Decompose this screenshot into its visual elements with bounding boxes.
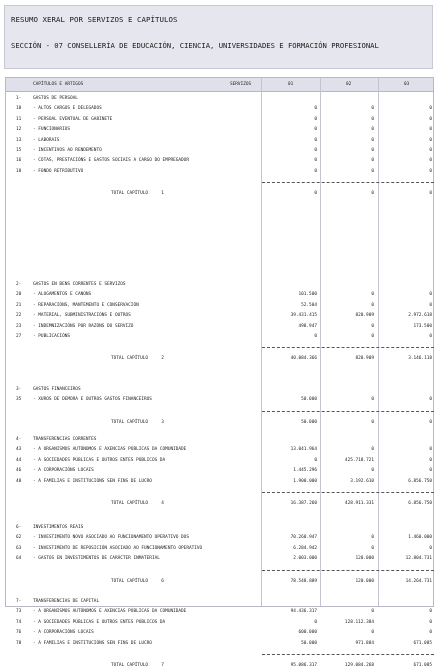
article-description: - MATERIAL, SUBMINISTRACIÓNS E OUTROS: [33, 313, 131, 319]
article-code: 12: [16, 127, 22, 133]
value-service-02: 425.718.721: [344, 457, 374, 463]
value-service-02: 0: [371, 302, 374, 308]
article-code: 15: [16, 148, 22, 153]
article-code: 23: [16, 323, 22, 329]
total-service-02: 820.909: [355, 356, 374, 362]
table-row: [6, 136, 433, 146]
chapter-heading-row: [6, 435, 433, 445]
value-service-01: 0: [314, 116, 317, 122]
total-service-01: 0: [314, 191, 317, 197]
value-service-02: 3.192.610: [350, 478, 374, 484]
value-service-03: 0: [429, 619, 432, 625]
total-service-03: 0: [429, 419, 432, 425]
article-description: - A FAMILIAS E INSTITUCIÓNS SEN FINS DE LUCRO: [33, 640, 152, 646]
table-row: [6, 167, 433, 177]
value-service-01: 0: [314, 457, 317, 463]
table-row: [6, 125, 433, 135]
table-row: [6, 395, 433, 405]
chapter-title: GASTOS FINANCEIROS: [33, 387, 81, 392]
article-description: - INCENTIVOS AO RENDEMENTO: [33, 148, 102, 153]
chapter-title: GASTOS EN BENS CORRENTES E SERVIZOS: [33, 282, 126, 287]
value-service-02: 0: [371, 630, 374, 636]
value-service-01: 6.284.942: [293, 545, 317, 551]
header-services: SERVIZOS: [230, 82, 252, 87]
value-service-01: 50.000: [301, 397, 317, 403]
document-title: RESUMO XERAL POR SERVIZOS E CAPÍTULOS: [11, 15, 178, 24]
value-service-01: 50.000: [301, 640, 317, 646]
article-code: 78: [16, 640, 22, 646]
article-code: 43: [16, 447, 22, 453]
value-service-01: 101.500: [298, 292, 317, 298]
article-description: - A ORGANISMOS AUTÓNOMOS E AXENCIAS PÚBLICAS DA COMUNIDADE: [33, 447, 187, 453]
article-code: 73: [16, 609, 22, 615]
value-service-01: 0: [314, 619, 317, 625]
chapter-code: 1-: [16, 96, 22, 101]
article-description: - PUBLICACIÓNS: [33, 334, 71, 339]
value-service-01: 39.431.415: [290, 313, 317, 319]
subtotal-rule: [262, 182, 434, 183]
table-row: [6, 544, 433, 554]
article-description: - GASTOS EN INVESTIMENTOS DE CARÁCTER INMATERIAL: [33, 556, 160, 562]
value-service-01: 1.900.000: [293, 478, 317, 484]
article-description: - A FAMILIAS E INSTITUCIÓNS SEN FINS DE LUCRO: [33, 478, 152, 484]
total-service-01: 40.084.366: [290, 356, 317, 362]
article-description: - PERSOAL EVENTUAL DE GABINETE: [33, 116, 113, 122]
chapter-total-label: TOTAL CAPÍTULO 3: [111, 419, 164, 425]
value-service-01: 0: [314, 137, 317, 143]
total-service-03: 6.856.750: [408, 501, 432, 506]
chapter-code: 3-: [16, 387, 22, 392]
value-service-01: 0: [314, 127, 317, 133]
value-service-01: 94.436.317: [290, 609, 317, 615]
article-description: - INVESTIMENTO DE REPOSICIÓN ASOCIADO AO FUNCIONAMENTO OPERATIVO: [33, 545, 203, 551]
table-row: [6, 104, 433, 114]
value-service-02: 128.112.384: [344, 619, 374, 625]
value-service-03: 0: [429, 468, 432, 474]
value-service-02: 820.909: [355, 313, 374, 319]
value-service-01: 498.947: [298, 323, 317, 329]
article-description: - INVESTIMENTO NOVO ASOCIADO AO FUNCIONAMENTO OPERATIVO DOS: [33, 535, 189, 541]
total-service-01: 16.387.260: [290, 501, 317, 506]
value-service-03: 0: [429, 545, 432, 551]
value-service-01: 0: [314, 148, 317, 153]
value-service-03: 0: [429, 609, 432, 615]
table-row: [6, 146, 433, 156]
chapter-total-row: [6, 354, 433, 364]
article-code: 46: [16, 468, 22, 474]
article-code: 64: [16, 556, 22, 562]
article-description: - A CORPORACIÓNS LOCAIS: [33, 630, 94, 636]
article-code: 16: [16, 158, 22, 164]
article-code: 20: [16, 292, 22, 298]
chapter-heading-row: [6, 94, 433, 104]
article-description: - FUNCIONARIOS: [33, 127, 71, 133]
total-service-03: 14.264.731: [405, 578, 432, 584]
value-service-03: 173.500: [413, 323, 432, 329]
chapter-code: 2-: [16, 282, 22, 287]
table-row: [6, 115, 433, 125]
article-description: - A SOCIEDADES PÚBLICAS E OUTROS ENTES PÚBLICOS DA: [33, 619, 166, 625]
subtotal-rule: [262, 570, 434, 571]
chapter-title: GASTOS DE PERSOAL: [33, 96, 78, 101]
value-service-03: 12.804.731: [405, 556, 432, 562]
value-service-01: 52.504: [301, 302, 317, 308]
value-service-02: 120.000: [355, 556, 374, 562]
value-service-03: 1.460.000: [408, 535, 432, 541]
article-code: 18: [16, 168, 22, 174]
chapter-total-label: TOTAL CAPÍTULO 2: [111, 356, 164, 362]
value-service-02: 0: [371, 397, 374, 403]
value-service-02: 0: [371, 609, 374, 615]
chapter-title: TRANSFERENCIAS CORRENTES: [33, 437, 97, 442]
value-service-03: 0: [429, 116, 432, 122]
value-service-03: 0: [429, 168, 432, 174]
table-row: [6, 533, 433, 543]
value-service-02: 0: [371, 535, 374, 541]
article-code: 63: [16, 545, 22, 551]
table-row: [6, 618, 433, 628]
value-service-02: 971.884: [355, 640, 374, 646]
chapter-total-label: TOTAL CAPÍTULO 7: [111, 663, 164, 668]
table-header-row: [6, 78, 433, 92]
chapter-title: INVESTIMENTOS REAIS: [33, 525, 84, 530]
chapter-total-label: TOTAL CAPÍTULO 6: [111, 578, 164, 584]
chapter-title: TRANSFERENCIAS DE CAPITAL: [33, 599, 100, 604]
table-row: [6, 456, 433, 466]
table-row: [6, 322, 433, 332]
value-service-03: 0: [429, 334, 432, 339]
value-service-02: 0: [371, 127, 374, 133]
chapter-total-label: TOTAL CAPÍTULO 4: [111, 501, 164, 506]
total-service-01: 95.086.317: [290, 663, 317, 668]
total-service-03: 3.146.118: [408, 356, 432, 362]
value-service-02: 0: [371, 292, 374, 298]
value-service-02: 0: [371, 334, 374, 339]
value-service-01: 0: [314, 168, 317, 174]
value-service-01: 0: [314, 334, 317, 339]
value-service-02: 0: [371, 468, 374, 474]
header-service-03: 03: [404, 82, 410, 87]
value-service-03: 671.085: [413, 640, 432, 646]
chapter-code: 4-: [16, 437, 22, 442]
article-code: 74: [16, 619, 22, 625]
article-code: 48: [16, 478, 22, 484]
table-row: [6, 332, 433, 342]
article-code: 76: [16, 630, 22, 636]
chapter-heading-row: [6, 385, 433, 395]
chapter-total-label: TOTAL CAPÍTULO 1: [111, 191, 164, 197]
section-title: SECCIÓN - 07 CONSELLERÍA DE EDUCACIÓN, CIENCIA, UNIVERSIDADES E FORMACIÓN PROFESIONAL: [11, 41, 379, 50]
value-service-02: 0: [371, 116, 374, 122]
total-service-03: 0: [429, 191, 432, 197]
table-row: [6, 445, 433, 455]
value-service-03: 0: [429, 127, 432, 133]
value-service-03: 0: [429, 457, 432, 463]
total-service-02: 120.000: [355, 578, 374, 584]
value-service-02: 0: [371, 148, 374, 153]
article-description: - XUROS DE DEMORA E OUTROS GASTOS FINANCEIROS: [33, 397, 152, 403]
chapter-heading-row: [6, 523, 433, 533]
value-service-03: 6.856.750: [408, 478, 432, 484]
table-row: [6, 466, 433, 476]
article-description: - INDEMNIZACIÓNS POR RAZÓNS DO SERVIZO: [33, 323, 134, 329]
article-code: 62: [16, 535, 22, 541]
chapter-total-row: [6, 418, 433, 428]
subtotal-rule: [262, 411, 434, 412]
article-code: 10: [16, 106, 22, 112]
article-code: 35: [16, 397, 22, 403]
chapter-code: 6-: [16, 525, 22, 530]
value-service-03: 0: [429, 447, 432, 453]
article-description: - LABORAIS: [33, 137, 60, 143]
chapter-total-row: [6, 577, 433, 587]
value-service-03: 0: [429, 630, 432, 636]
value-service-01: 0: [314, 106, 317, 112]
value-service-03: 0: [429, 397, 432, 403]
total-service-02: 428.911.331: [344, 501, 374, 506]
header-service-02: 02: [346, 82, 352, 87]
value-service-02: 0: [371, 545, 374, 551]
article-description: - ALUGAMENTOS E CANONS: [33, 292, 92, 298]
value-service-03: 0: [429, 158, 432, 164]
article-code: 27: [16, 334, 22, 339]
chapter-heading-row: [6, 280, 433, 290]
table-row: [6, 301, 433, 311]
table-row: [6, 311, 433, 321]
document-header: [4, 5, 433, 69]
article-description: - COTAS, PRESTACIÓNS E GASTOS SOCIAIS A CARGO DO EMPREGADOR: [33, 158, 189, 164]
value-service-01: 0: [314, 158, 317, 164]
value-service-01: 13.041.964: [290, 447, 317, 453]
value-service-03: 2.972.618: [408, 313, 432, 319]
article-code: 21: [16, 302, 22, 308]
total-service-01: 78.548.889: [290, 578, 317, 584]
article-code: 13: [16, 137, 22, 143]
total-service-02: 0: [371, 419, 374, 425]
subtotal-rule: [262, 347, 434, 348]
article-description: - FONDO RETRIBUTIVO: [33, 168, 84, 174]
chapter-total-row: [6, 189, 433, 199]
article-description: - REPARACIÓNS, MANTEMENTO E CONSERVACIÓN: [33, 302, 139, 308]
header-chapters: CAPÍTULOS E ARTIGOS: [33, 82, 84, 87]
value-service-01: 2.003.000: [293, 556, 317, 562]
value-service-01: 1.445.296: [293, 468, 317, 474]
total-service-02: 0: [371, 191, 374, 197]
chapter-heading-row: [6, 597, 433, 607]
value-service-02: 0: [371, 168, 374, 174]
table-row: [6, 477, 433, 487]
value-service-03: 0: [429, 137, 432, 143]
article-description: - A ORGANISMOS AUTÓNOMOS E AXENCIAS PÚBLICAS DA COMUNIDADE: [33, 609, 187, 615]
value-service-02: 0: [371, 447, 374, 453]
chapter-total-row: [6, 661, 433, 671]
value-service-02: 0: [371, 323, 374, 329]
table-row: [6, 607, 433, 617]
article-code: 22: [16, 313, 22, 319]
value-service-03: 0: [429, 292, 432, 298]
value-service-02: 0: [371, 106, 374, 112]
table-row: [6, 290, 433, 300]
article-description: - A SOCIEDADES PÚBLICAS E OUTROS ENTES PÚBLICOS DA: [33, 457, 166, 463]
subtotal-rule: [262, 492, 434, 493]
chapter-code: 7-: [16, 599, 22, 604]
budget-table: [5, 77, 434, 668]
value-service-03: 0: [429, 148, 432, 153]
value-service-02: 0: [371, 137, 374, 143]
article-code: 11: [16, 116, 22, 122]
subtotal-rule: [262, 654, 434, 655]
total-service-02: 129.084.268: [344, 663, 374, 668]
table-row: [6, 639, 433, 649]
total-service-01: 50.000: [301, 419, 317, 425]
table-row: [6, 554, 433, 564]
article-code: 44: [16, 457, 22, 463]
total-service-03: 671.085: [413, 663, 432, 668]
table-row: [6, 628, 433, 638]
article-description: - A CORPORACIÓNS LOCAIS: [33, 468, 94, 474]
value-service-03: 0: [429, 106, 432, 112]
value-service-01: 600.000: [298, 630, 317, 636]
value-service-02: 0: [371, 158, 374, 164]
chapter-total-row: [6, 499, 433, 509]
table-row: [6, 156, 433, 166]
value-service-01: 70.260.947: [290, 535, 317, 541]
value-service-03: 0: [429, 302, 432, 308]
header-service-01: 01: [288, 82, 294, 87]
article-description: - ALTOS CARGOS E DELEGADOS: [33, 106, 102, 112]
